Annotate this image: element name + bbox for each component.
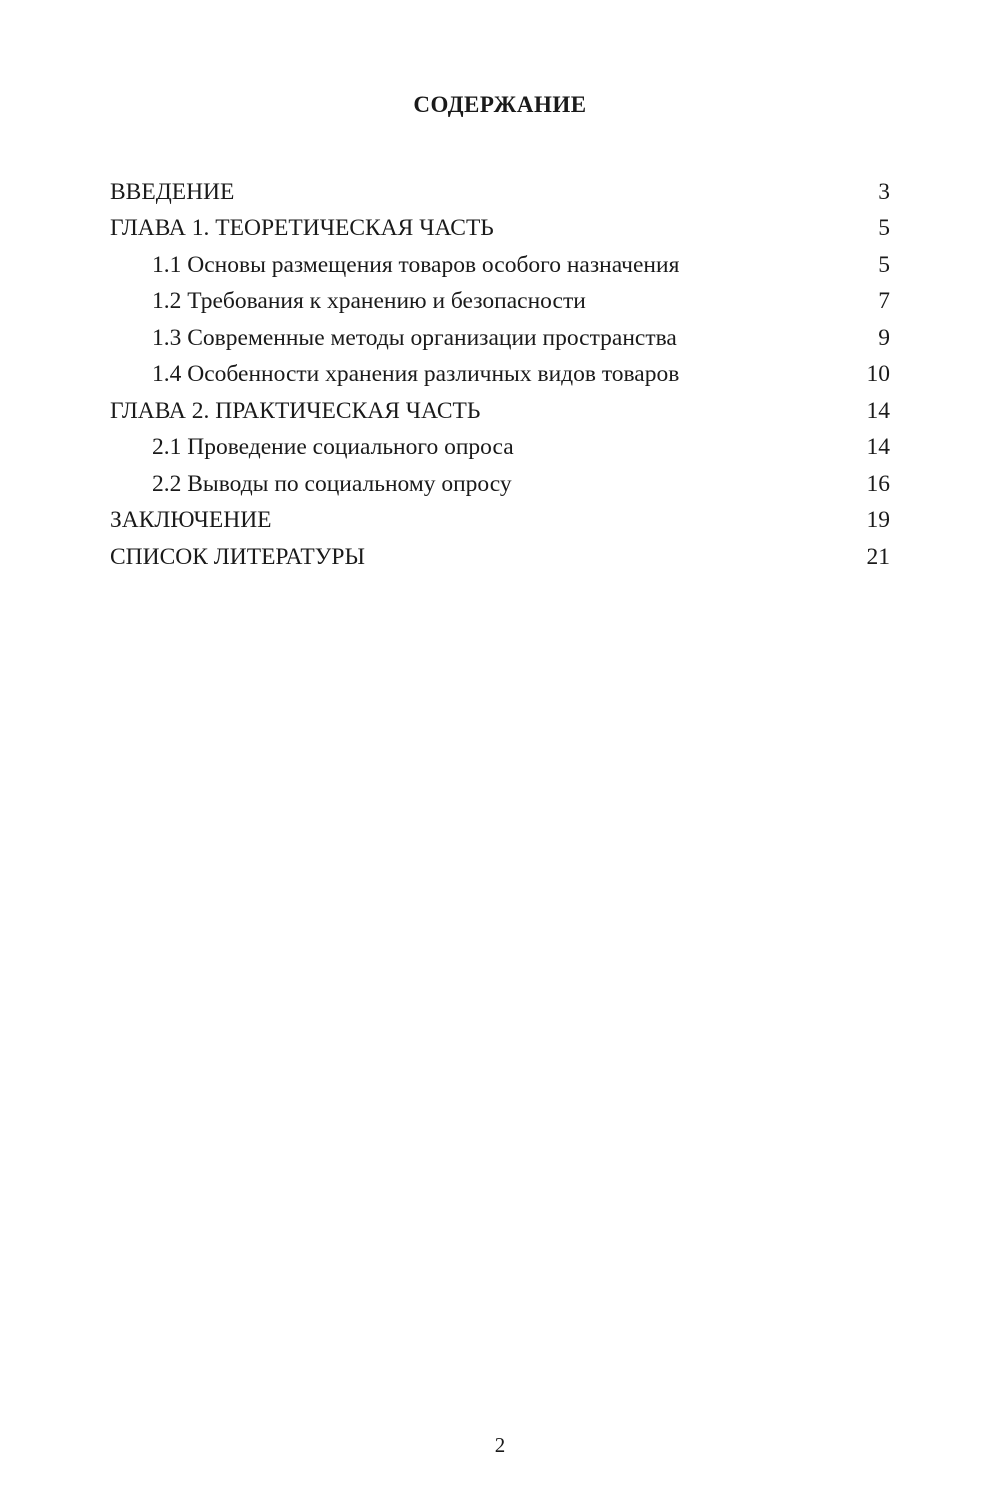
toc-entry[interactable] [110,503,890,540]
toc-entry-label: 1.3 Современные методы организации пространства [152,326,677,350]
toc-entry-label: 1.4 Особенности хранения различных видов товаров [152,363,680,387]
toc-entry-label: 1.2 Требования к хранению и безопасности [152,290,586,314]
toc-entry-label: 2.2 Выводы по социальному опросу [152,472,512,496]
toc-entry-page: 19 [866,507,890,533]
toc-entry-page: 9 [878,324,890,351]
toc-entry-label: 2.1 Проведение социального опроса [152,436,514,460]
toc-entry-page: 10 [866,361,890,387]
toc-entry-label: ГЛАВА 1. ТЕОРЕТИЧЕСКАЯ ЧАСТЬ [110,217,494,241]
toc-entry[interactable] [110,247,890,284]
toc-entry-page: 14 [866,397,890,424]
toc-entry[interactable] [110,284,890,321]
page-title: СОДЕРЖАНИЕ [413,92,587,117]
toc-entry-label: СПИСОК ЛИТЕРАТУРЫ [110,545,365,569]
toc-entry-page: 7 [878,288,890,314]
toc-entry[interactable] [110,466,890,503]
toc-entry-page: 16 [866,470,890,497]
toc-entry-page: 21 [866,543,890,570]
toc-entry-page: 5 [878,251,890,278]
toc-entry[interactable] [110,357,890,394]
page-footer-number: 2 [494,1433,506,1457]
toc-entry[interactable] [110,539,890,576]
toc-entry-label: ВВЕДЕНИЕ [110,180,235,204]
toc-entry-label: ЗАКЛЮЧЕНИЕ [110,509,272,533]
toc-entry[interactable] [110,320,890,357]
toc-entry[interactable] [110,430,890,467]
toc-entry[interactable] [110,174,890,211]
toc-entry[interactable] [110,393,890,430]
toc-entry-page: 5 [878,215,890,241]
toc-entry-page: 3 [878,178,890,205]
toc-entry-page: 14 [866,434,890,460]
toc-entry-label: 1.1 Основы размещения товаров особого назначения [152,253,680,277]
table-of-contents [110,174,890,576]
toc-entry-label: ГЛАВА 2. ПРАКТИЧЕСКАЯ ЧАСТЬ [110,399,481,423]
document-page [0,92,1000,1506]
toc-entry[interactable] [110,211,890,248]
